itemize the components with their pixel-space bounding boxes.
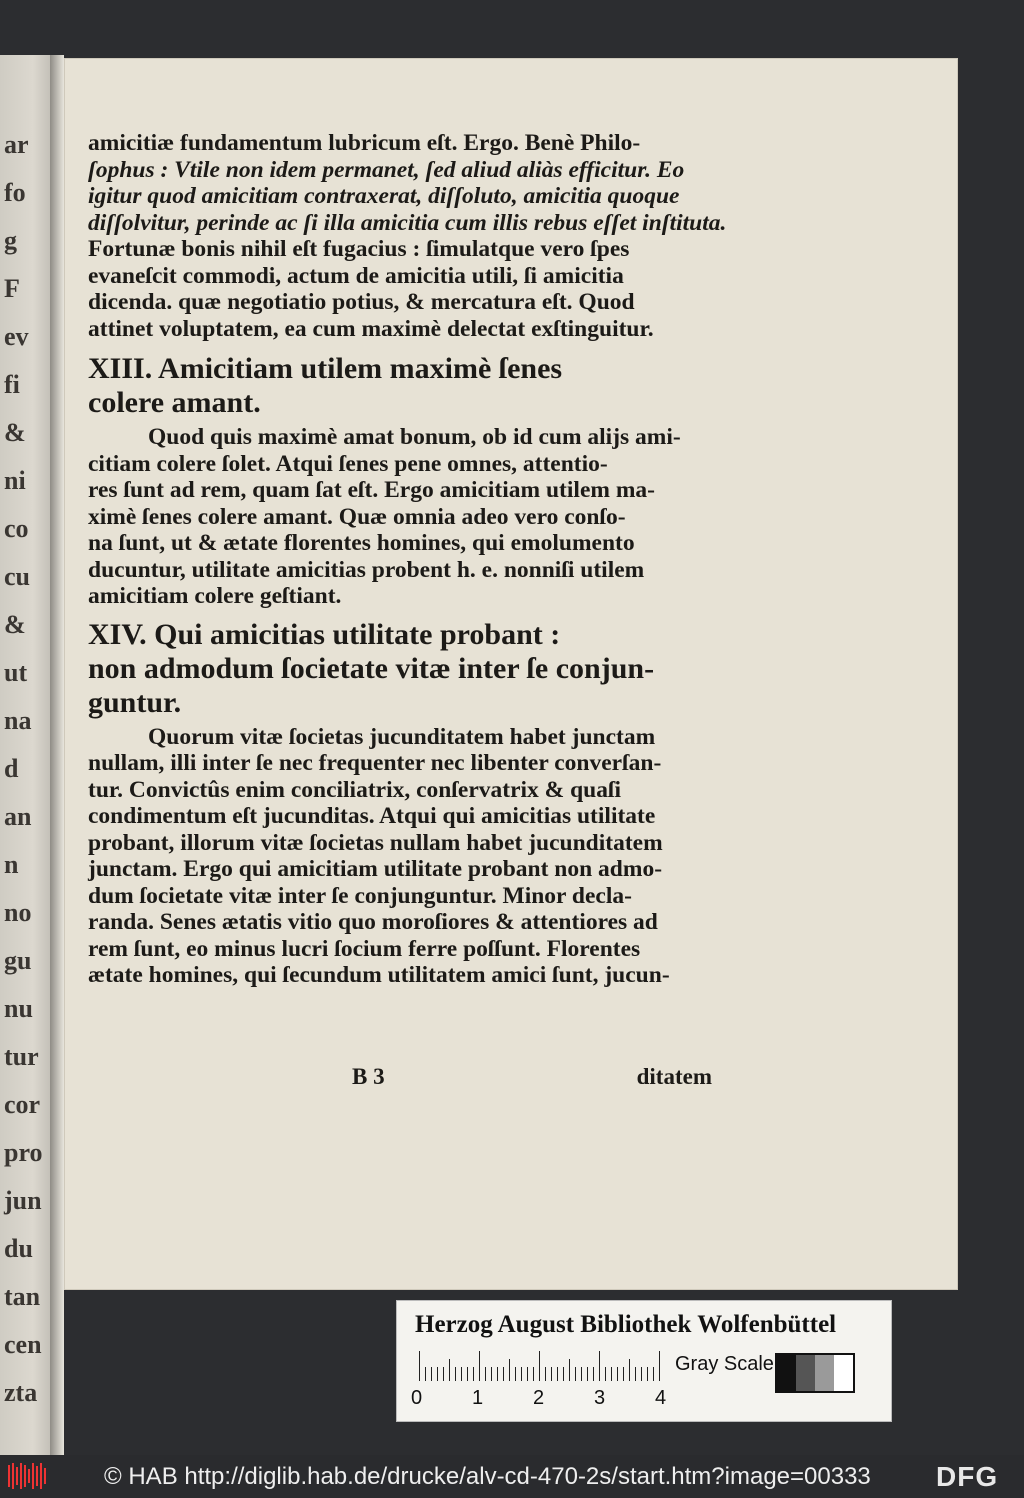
left-page-fragment: ut: [4, 658, 28, 687]
ruler-tick: [467, 1367, 468, 1381]
ruler-tick: [617, 1367, 618, 1381]
ruler-tick: [443, 1367, 444, 1381]
color-calibration-card: [396, 1300, 892, 1422]
text-line: na ſunt, ut & ætate florentes homines, qui emolumento: [88, 530, 635, 556]
text-line: junctam. Ergo qui amicitiam utilitate probant non admo-: [88, 856, 663, 882]
left-page-fragment: fi: [4, 370, 20, 399]
left-page-fragment: &: [4, 418, 26, 447]
ruler-tick: [551, 1367, 552, 1381]
left-page-fragment: cor: [4, 1090, 41, 1119]
text-line: tur. Convictûs enim conciliatrix, conſervatrix & quaſi: [88, 776, 622, 803]
ruler-tick: [449, 1359, 450, 1381]
ruler-tick: [419, 1351, 420, 1381]
paragraph-continued: [88, 130, 727, 342]
ruler-tick: [539, 1351, 540, 1381]
ruler-tick: [515, 1367, 516, 1381]
ruler-scale: [419, 1351, 664, 1381]
text-line: igitur quod amicitiam contraxerat, diſſoluto, amicitia quoque: [88, 183, 680, 209]
text-line: citiam colere ſolet. Atqui ſenes pene omnes, attentio-: [88, 450, 608, 477]
left-page-fragment: F: [4, 274, 20, 303]
left-page-fragment: g: [4, 226, 17, 255]
ruler-number: 0: [411, 1387, 423, 1409]
signature-mark: B 3: [352, 1064, 385, 1089]
ruler-tick: [533, 1367, 534, 1381]
left-page-fragment: pro: [4, 1138, 43, 1167]
left-page-fragment: fo: [4, 178, 26, 207]
paragraph-xiii: [88, 424, 718, 610]
text-line: ximè ſenes colere amant. Quæ omnia adeo vero conſo-: [88, 503, 626, 530]
gray-swatch: [796, 1355, 815, 1391]
viewer-footer-bar: [0, 1455, 1024, 1498]
ruler-tick: [569, 1359, 570, 1381]
left-page-fragment: gu: [4, 946, 32, 975]
gray-swatch: [777, 1355, 796, 1391]
ruler-tick: [545, 1367, 546, 1381]
ruler-tick: [581, 1367, 582, 1381]
ruler-tick: [611, 1367, 612, 1381]
left-page-fragment: d: [4, 754, 19, 783]
ruler-tick: [635, 1367, 636, 1381]
text-line: ſophus : Vtile non idem permanet, ſed aliud aliàs efficitur. Eo: [88, 156, 685, 183]
heading-line: XIII. Amicitiam utilem maximè ſenes: [88, 352, 563, 385]
left-page-fragment: ev: [4, 322, 29, 351]
hab-barcode-icon: [8, 1463, 46, 1489]
ruler-tick: [425, 1367, 426, 1381]
text-line: rem ſunt, eo minus lucri ſocium ferre poſſunt. Florentes: [88, 935, 641, 962]
gray-scale-swatches: [775, 1353, 855, 1393]
text-line: attinet voluptatem, ea cum maximè delectat exſtinguitur.: [88, 315, 654, 342]
ruler-tick: [623, 1367, 624, 1381]
text-line: ætate homines, qui ſecundum utilitatem amici ſunt, jucun-: [88, 962, 670, 988]
text-line: amicitiam colere geſtiant.: [88, 583, 342, 609]
left-page-fragment: ni: [4, 466, 26, 495]
ruler-tick: [455, 1367, 456, 1381]
left-page-fragment: n: [4, 850, 19, 879]
ruler-tick: [659, 1351, 660, 1381]
ruler-tick: [527, 1367, 528, 1381]
heading-xiii: [88, 352, 718, 420]
binding-gutter: [50, 55, 64, 1455]
left-page-fragment: zta: [4, 1378, 38, 1407]
text-line: diſſolvitur, perinde ac ſi illa amicitia cum illis rebus eſſet inſtituta.: [88, 209, 727, 236]
text-line: dum ſocietate vitæ inter ſe conjunguntur. Minor decla-: [88, 882, 632, 909]
text-line: amicitiæ fundamentum lubricum eſt. Ergo. Benè Philo-: [88, 130, 641, 156]
left-page-fragment: du: [4, 1234, 33, 1263]
ruler-tick: [497, 1367, 498, 1381]
text-line: probant, illorum vitæ ſocietas nullam habet jucunditatem: [88, 829, 663, 856]
ruler-tick: [605, 1367, 606, 1381]
ruler-tick: [485, 1367, 486, 1381]
text-line: Quod quis maximè amat bonum, ob id cum alijs ami-: [148, 424, 681, 450]
text-line: res ſunt ad rem, quam ſat eſt. Ergo amicitiam utilem ma-: [88, 477, 655, 503]
adjacent-page-edge: [0, 55, 55, 1455]
ruler-tick: [629, 1359, 630, 1381]
left-page-fragment: tur: [4, 1042, 39, 1071]
left-page-fragment: jun: [4, 1186, 42, 1215]
left-page-fragment: cen: [4, 1330, 42, 1359]
ruler-number: 3: [594, 1387, 606, 1409]
ruler-tick: [461, 1367, 462, 1381]
ruler-tick: [599, 1351, 600, 1381]
text-line: nullam, illi inter ſe nec frequenter nec libenter converſan-: [88, 750, 662, 776]
paragraph-xiv: [88, 724, 718, 989]
text-line: evaneſcit commodi, actum de amicitia utili, ſi amicitia: [88, 262, 624, 289]
gray-swatch: [815, 1355, 834, 1391]
gray-scale-label: Gray Scale: [675, 1353, 774, 1375]
heading-xiv: [88, 618, 718, 720]
left-page-fragment: co: [4, 514, 29, 543]
library-name: Herzog August Bibliothek Wolfenbüttel: [415, 1311, 837, 1338]
ruler-tick: [431, 1367, 432, 1381]
ruler-tick: [593, 1367, 594, 1381]
ruler-tick: [479, 1351, 480, 1381]
left-page-fragment: an: [4, 802, 32, 831]
left-page-fragment: &: [4, 610, 26, 639]
ruler-tick: [587, 1367, 588, 1381]
ruler-tick: [437, 1367, 438, 1381]
left-page-fragment: cu: [4, 562, 30, 591]
ruler-number: 1: [472, 1387, 484, 1409]
text-line: randa. Senes ætatis vitio quo moroſiores & attentiores ad: [88, 909, 658, 935]
text-line: condimentum eſt jucunditas. Atqui qui amicitias utilitate: [88, 803, 656, 829]
ruler-tick: [521, 1367, 522, 1381]
ruler-numbers: [411, 1387, 671, 1411]
left-page-fragment: ar: [4, 130, 29, 159]
ruler-number: 2: [533, 1387, 545, 1409]
left-page-fragment: tan: [4, 1282, 41, 1311]
ruler-tick: [503, 1367, 504, 1381]
page-text: [88, 130, 727, 989]
dfg-logo[interactable]: DFG: [936, 1461, 999, 1492]
left-page-fragment: nu: [4, 994, 33, 1023]
ruler-tick: [641, 1367, 642, 1381]
ruler-tick: [473, 1367, 474, 1381]
ruler-tick: [509, 1359, 510, 1381]
ruler-tick: [575, 1367, 576, 1381]
ruler-tick: [557, 1367, 558, 1381]
text-line: ducuntur, utilitate amicitias probent h. e. nonniſi utilem: [88, 556, 645, 583]
heading-line: non admodum ſocietate vitæ inter ſe conjun-: [88, 651, 655, 685]
copyright-link[interactable]: © HAB http://diglib.hab.de/drucke/alv-cd-470-2s/start.htm?image=00333: [104, 1463, 871, 1490]
text-line: Fortunæ bonis nihil eſt fugacius : ſimulatque vero ſpes: [88, 236, 630, 262]
left-page-fragment: no: [4, 898, 32, 927]
catchword: ditatem: [636, 1064, 712, 1089]
left-page-fragment: na: [4, 706, 32, 735]
gray-swatch: [834, 1355, 853, 1391]
heading-line: XIV. Qui amicitias utilitate probant :: [88, 617, 561, 651]
ruler-tick: [491, 1367, 492, 1381]
ruler-tick: [647, 1367, 648, 1381]
ruler-tick: [653, 1367, 654, 1381]
ruler-tick: [563, 1367, 564, 1381]
text-line: Quorum vitæ ſocietas jucunditatem habet junctam: [148, 723, 656, 750]
heading-line: guntur.: [88, 685, 182, 719]
ruler-number: 4: [655, 1387, 667, 1409]
text-line: dicenda. quæ negotiatio potius, & mercatura eſt. Quod: [88, 289, 635, 315]
heading-line: colere amant.: [88, 386, 261, 419]
